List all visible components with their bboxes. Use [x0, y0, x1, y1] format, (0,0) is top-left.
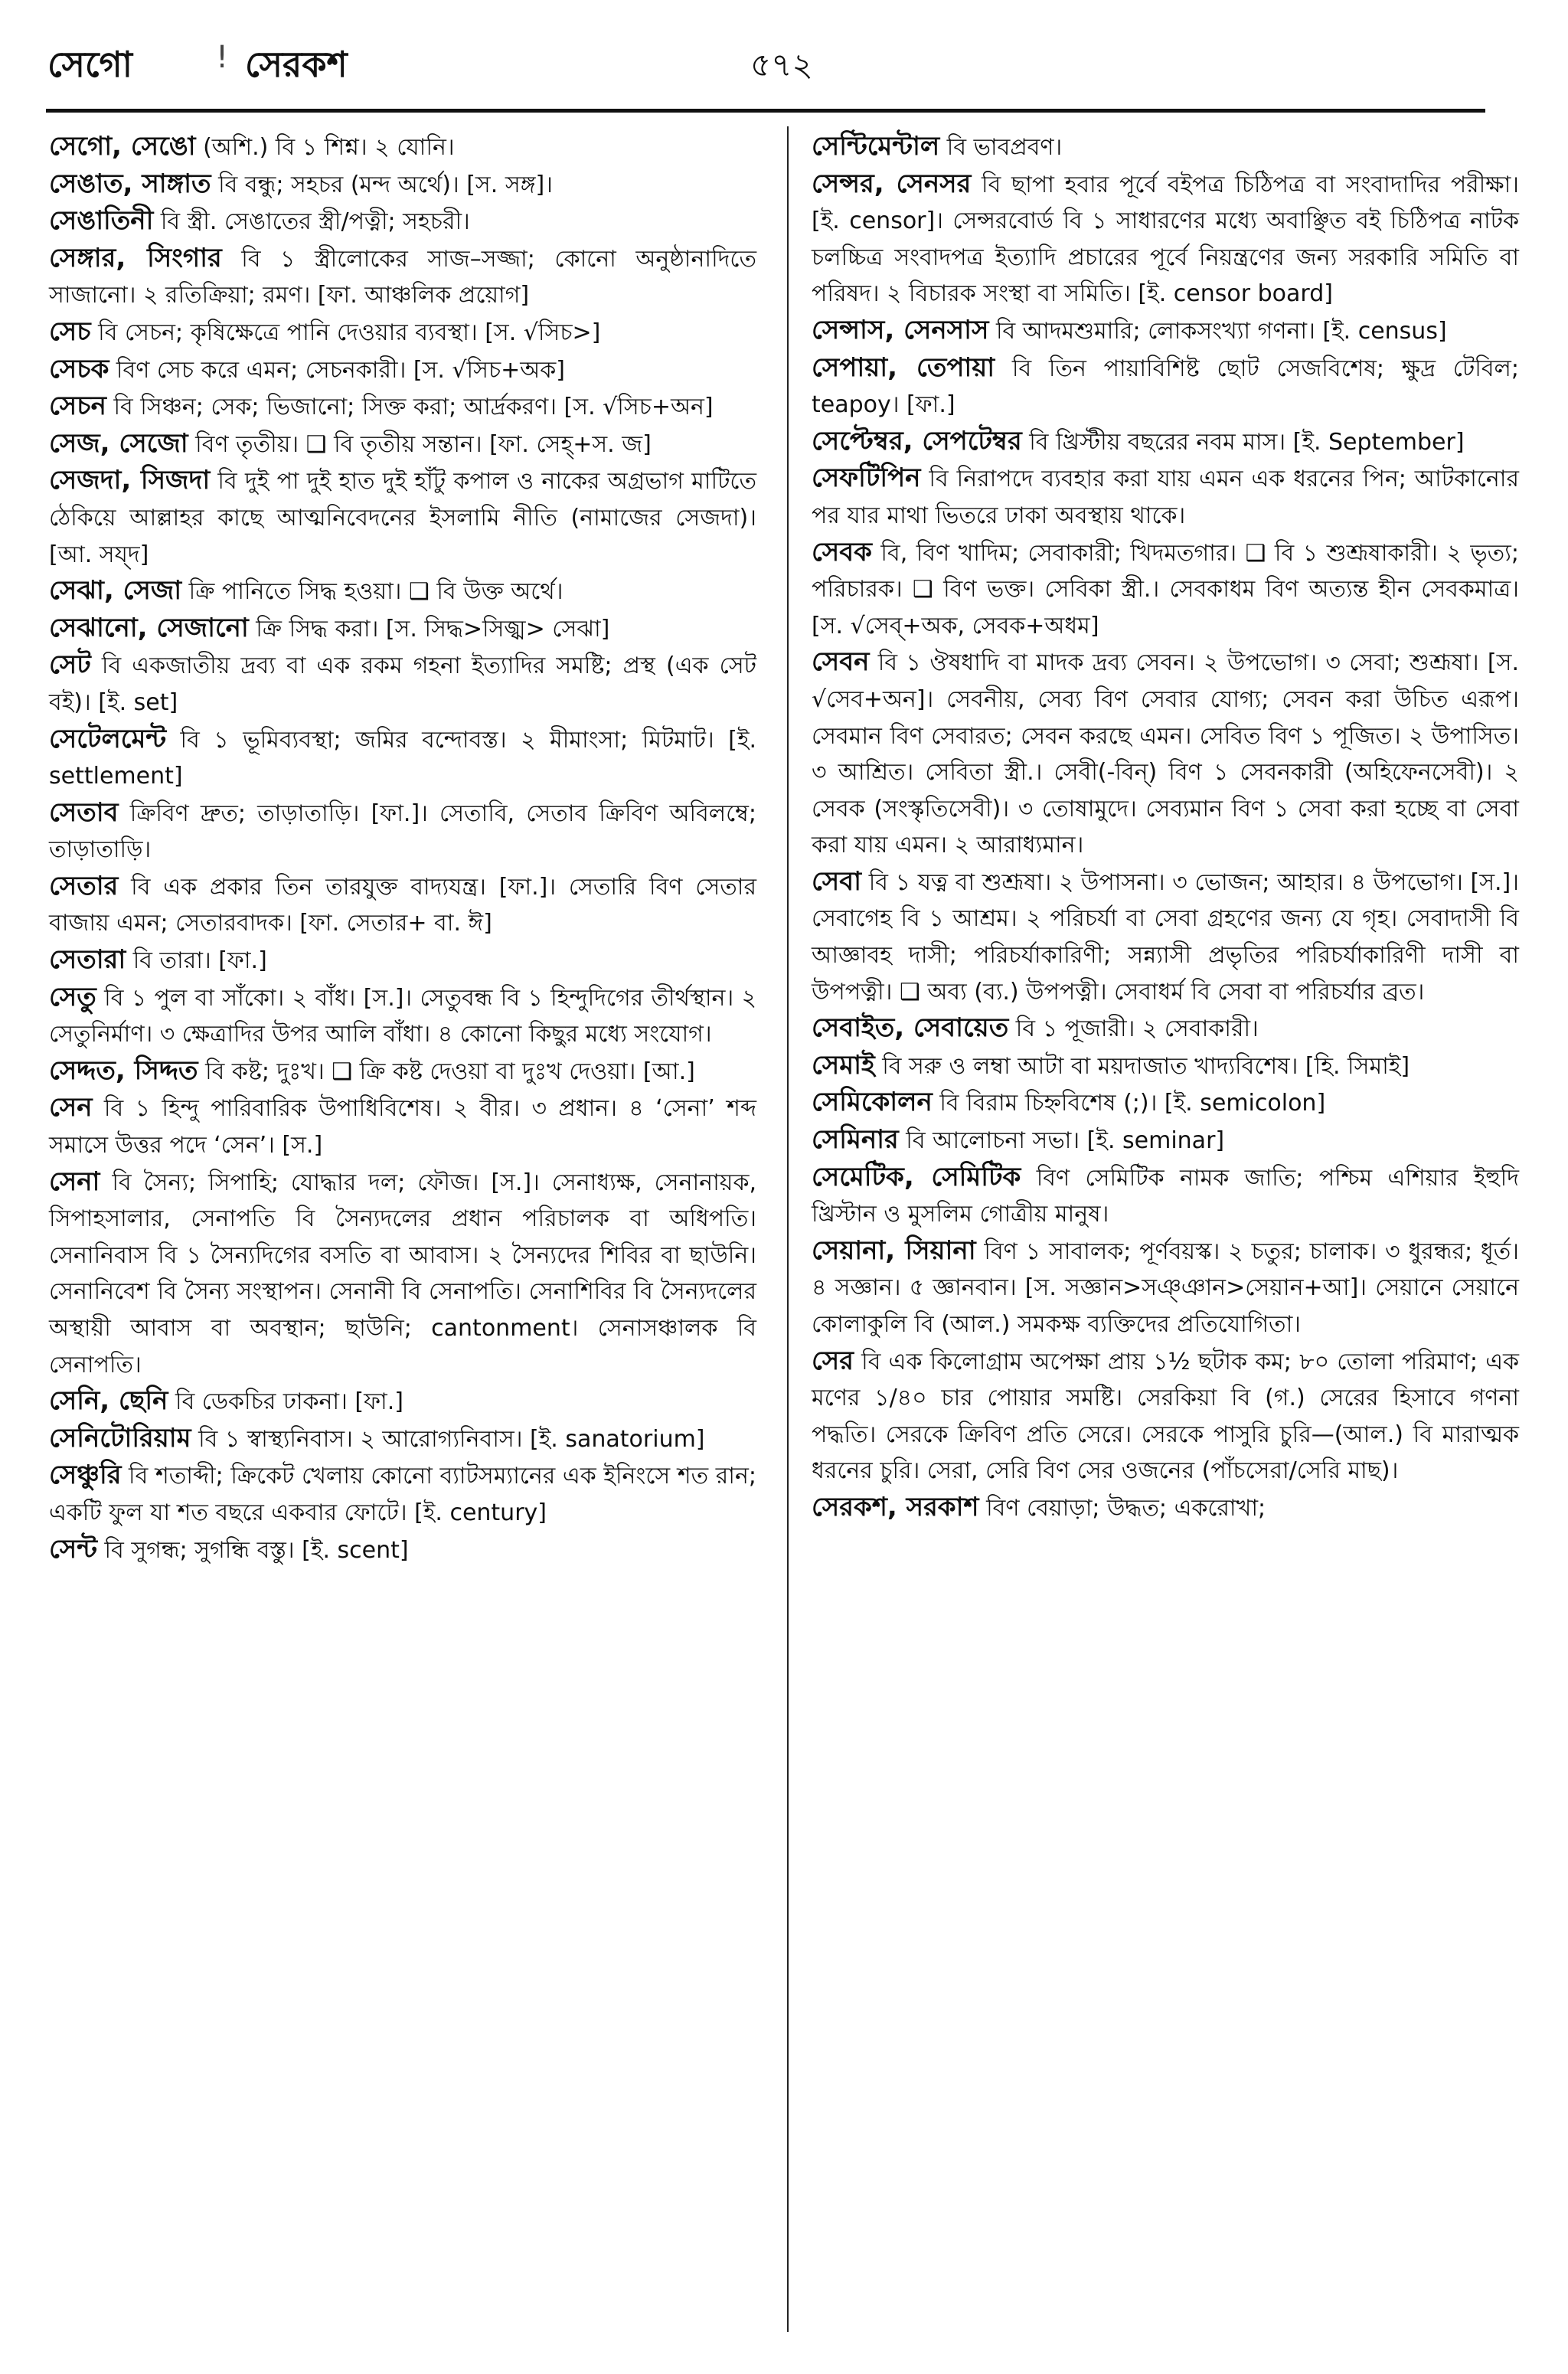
entry-headword: সেজ, সেজো: [49, 427, 188, 459]
entry-definition: বি তারা। [ফা.]: [126, 947, 267, 975]
entry-definition: ক্রিবিণ দ্রুত; তাড়াতাড়ি। [ফা.]। সেতাবি, সেতাব ক্রিবিণ অবিলম্বে; তাড়াতাড়ি।: [49, 800, 756, 864]
dictionary-entry: [812, 1122, 1519, 1159]
entry-headword: সেন্ট: [49, 1533, 98, 1565]
dictionary-entry: [49, 1053, 756, 1091]
guide-separator: !: [216, 40, 229, 75]
entry-headword: সেন্সর, সেনসর: [812, 168, 972, 199]
column-divider: [787, 126, 789, 2332]
entry-definition: বি বন্ধু; সহচর (মন্দ অর্থে)। [স. সঙ্গ]।: [211, 171, 553, 198]
entry-headword: সেতার: [49, 870, 119, 901]
entry-headword: সেঙাতিনী: [49, 205, 154, 237]
dictionary-entry: [812, 1084, 1519, 1122]
entry-headword: সেদ্দত, সিদ্দত: [49, 1055, 198, 1086]
entry-headword: সেঙ্গার, সিংগার: [49, 242, 222, 273]
dictionary-entry: [812, 1489, 1519, 1527]
entry-definition: বি ১ পূজারী। ২ সেবাকারী।: [1008, 1015, 1259, 1043]
dictionary-entry: [49, 352, 756, 389]
entry-definition: বি দুই পা দুই হাত দুই হাঁটু কপাল ও নাকের অগ্রভাগ মাটিতে ঠেকিয়ে আল্লাহর কাছে আত্মনিবেদনের ইসলামি নীতি (নামাজের সেজদা)। [আ. সয্‌দ]: [49, 468, 756, 568]
entry-headword: সেমিকোলন: [812, 1087, 933, 1118]
entry-headword: সেপায়া, তেপায়া: [812, 352, 995, 383]
entry-headword: সেটেলমেন্ট: [49, 723, 167, 754]
entry-headword: সেন্সাস, সেনসাস: [812, 314, 989, 345]
entry-definition: বি ১ স্বাস্থ্যনিবাস। ২ আরোগ্যনিবাস। [ই. sanatorium]: [191, 1425, 705, 1453]
dictionary-entry: [49, 1457, 756, 1531]
entry-definition: বি ভাবপ্রবণ।: [939, 134, 1063, 161]
dictionary-entry: [812, 864, 1519, 1010]
entry-definition: বি খ্রিস্টীয় বছরের নবম মাস। [ই. September]: [1021, 428, 1465, 456]
entry-definition: বি তিন পায়াবিশিষ্ট ছোট সেজবিশেষ; ক্ষুদ্র টেবিল; teapoy। [ফা.]: [812, 355, 1519, 419]
entry-headword: সেচক: [49, 353, 109, 384]
dictionary-entry: [49, 795, 756, 868]
entry-headword: সেজদা, সিজদা: [49, 465, 211, 496]
dictionary-entry: [49, 1090, 756, 1163]
dictionary-entry: [812, 423, 1519, 461]
entry-definition: ক্রি সিদ্ধ করা। [স. সিদ্ধ>সিজ্ঝ> সেঝা]: [248, 615, 610, 643]
dictionary-entry: [49, 868, 756, 942]
entry-definition: বি এক প্রকার তিন তারযুক্ত বাদ্যযন্ত্র। [ফা.]। সেতারি বিণ সেতার বাজায় এমন; সেতারবাদক। [ফা. সেতার+ বা. ঈ]: [49, 873, 756, 937]
entry-definition: বি ১ স্ত্রীলোকের সাজ–সজ্জা; কোনো অনুষ্ঠানাদিতে সাজানো। ২ রতিক্রিয়া; রমণ। [ফা. আঞ্চলিক প্রয়োগ]: [49, 245, 756, 309]
entry-definition: বি স্ত্রী. সেঙাতের স্ত্রী/পত্নী; সহচরী।: [153, 208, 470, 236]
entry-definition: বি সৈন্য; সিপাহি; যোদ্ধার দল; ফৌজ। [স.]। সেনাধ্যক্ষ, সেনানায়ক, সিপাহসালার, সেনাপতি বি সৈন্যদলের প্রধান পরিচালক বা অধিপতি। সেনানিবাস বি ১ সৈন্যদিগের বসতি বা আবাস। ২ সৈন্যদের শিবির বা ছাউনি। সেনানিবেশ বি সৈন্য সংস্থাপন। সেনানী বি সেনাপতি। সেনাশিবির বি সৈন্যদলের অস্থায়ী আবাস বা অবস্থান; ছাউনি; cantonment। সেনাসঞ্চালক বি সেনাপতি।: [49, 1169, 756, 1378]
left-guide-word: সেগো: [47, 44, 133, 85]
dictionary-entry: [812, 460, 1519, 534]
dictionary-entry: [49, 573, 756, 610]
entry-definition: বি, বিণ খাদিম; সেবাকারী; খিদমতগার। ❑ বি ১ শুশ্রূষাকারী। ২ ভৃত্য; পরিচারক। ❑ বিণ ভক্ত। সেবিকা স্ত্রী.। সেবকাধম বিণ অত্যন্ত হীন সেবকমাত্র। [স. √সেব্+অক, সেবক+অধম]: [812, 539, 1519, 639]
entry-headword: সেতাব: [49, 796, 119, 828]
dictionary-entry: [812, 1233, 1519, 1343]
entry-definition: বি আদমশুমারি; লোকসংখ্যা গণনা। [ই. census]: [988, 317, 1447, 345]
entry-definition: বিণ সেচ করে এমন; সেচনকারী। [স. √সিচ+অক]: [109, 356, 565, 384]
dictionary-entry: [49, 166, 756, 204]
entry-headword: সেবা: [812, 865, 862, 897]
dictionary-entry: [49, 426, 756, 463]
dictionary-entry: [49, 1383, 756, 1421]
dictionary-entry: [49, 129, 756, 166]
dictionary-entry: [812, 535, 1519, 645]
entry-headword: সেন: [49, 1092, 93, 1123]
entry-headword: সেতারা: [49, 944, 126, 976]
dictionary-entry: [812, 644, 1519, 864]
entry-headword: সেবক: [812, 536, 872, 567]
left-column: [49, 129, 756, 1568]
entry-headword: সেন্টিমেন্টাল: [812, 131, 940, 162]
entry-headword: সেগো, সেঙো: [49, 131, 196, 162]
entry-definition: বি এক কিলোগ্রাম অপেক্ষা প্রায় ১½ ছটাক কম; ৮০ তোলা পরিমাণ; এক মণের ১/৪০ চার পোয়ার সমষ্টি। সেরকিয়া বি (গ.) সেরের হিসাবে গণনা পদ্ধতি। সেরকে ক্রিবিণ প্রতি সেরে। সেরকে পাসুরি চুরি—(আল.) বি মারাত্মক ধরনের চুরি। সেরা, সেরি বিণ সের ওজনের (পাঁচসেরা/সেরি মাছ)।: [812, 1348, 1519, 1485]
entry-headword: সেপ্টেম্বর, সেপটেম্বর: [812, 425, 1022, 456]
entry-definition: বি ১ হিন্দু পারিবারিক উপাধিবিশেষ। ২ বীর। ৩ প্রধান। ৪ ‘সেনা’ শব্দ সমাসে উত্তর পদে ‘সেন’। [স.]: [49, 1095, 756, 1159]
entry-headword: সেঙাত, সাঙ্গাত: [49, 168, 211, 199]
dictionary-entry: [49, 942, 756, 979]
entry-definition: বি ১ ঔষধাদি বা মাদক দ্রব্য সেবন। ২ উপভোগ। ৩ সেবা; শুশ্রূষা। [স. √সেব+অন]। সেবনীয়, সেব্য বিণ সেবার যোগ্য; সেবন করা উচিত এরূপ। সেবমান বিণ সেবারত; সেবন করছে এমন। সেবিত বিণ ১ পূজিত। ২ উপাসিত। ৩ আশ্রিত। সেবিতা স্ত্রী.। সেবী(-বিন্) বিণ ১ সেবনকারী (অহিফেনসেবী)। ২ সেবক (সংস্কৃতিসেবী)। ৩ তোষামুদে। সেব্যমান বিণ ১ সেবা করা হচ্ছে বা সেবা করা যায় এমন। ২ আরাধ্যমান।: [812, 649, 1519, 859]
entry-definition: বি একজাতীয় দ্রব্য বা এক রকম গহনা ইত্যাদির সমষ্টি; প্রস্থ (এক সেট বই)। [ই. set]: [49, 652, 756, 716]
entry-headword: সেচ: [49, 316, 91, 347]
entry-definition: বি ডেকচির ঢাকনা। [ফা.]: [168, 1388, 403, 1416]
dictionary-entry: [49, 203, 756, 240]
entry-definition: বি ছাপা হবার পূর্বে বইপত্র চিঠিপত্র বা সংবাদাদির পরীক্ষা। [ই. censor]। সেন্সরবোর্ড বি ১ সাধারণের মধ্যে অবাঞ্ছিত বই চিঠিপত্র নাটক চলচ্চিত্র সংবাদপত্র ইত্যাদি প্রচারের পূর্বে নিয়ন্ত্রণের জন্য সরকারি সমিতি বা পরিষদ। ২ বিচারক সংস্থা বা সমিতি। [ই. censor board]: [812, 171, 1519, 308]
dictionary-entry: [812, 1343, 1519, 1489]
entry-headword: সেচন: [49, 391, 106, 422]
dictionary-entry: [812, 1010, 1519, 1048]
entry-headword: সের: [812, 1345, 854, 1376]
dictionary-entry: [812, 129, 1519, 166]
entry-definition: ক্রি পানিতে সিদ্ধ হওয়া। ❑ বি উক্ত অর্থে।: [181, 578, 564, 606]
entry-definition: বি সুগন্ধ; সুগন্ধি বস্তু। [ই. scent]: [97, 1536, 409, 1564]
entry-definition: বি ১ পুল বা সাঁকো। ২ বাঁধ। [স.]। সেতুবন্ধ বি ১ হিন্দুদিগের তীর্থস্থান। ২ সেতুনির্মাণ। ৩ ক্ষেত্রাদির উপর আলি বাঁধা। ৪ কোনো কিছুর মধ্যে সংযোগ।: [49, 984, 756, 1048]
dictionary-entry: [49, 1164, 756, 1384]
dictionary-entry: [49, 721, 756, 795]
entry-headword: সেরকশ, সরকাশ: [812, 1491, 979, 1522]
entry-definition: বি বিরাম চিহ্নবিশেষ (;)। [ই. semicolon]: [932, 1090, 1326, 1117]
entry-headword: সেমিনার: [812, 1124, 899, 1156]
right-column: [812, 129, 1519, 1527]
entry-definition: (অশি.) বি ১ শিশ্ন। ২ যোনি।: [195, 134, 455, 161]
entry-headword: সেনা: [49, 1166, 100, 1197]
page-header: [0, 31, 1568, 100]
dictionary-entry: [49, 314, 756, 352]
entry-headword: সেনিটোরিয়াম: [49, 1422, 191, 1454]
entry-definition: বিণ সেমিটিক নামক জাতি; পশ্চিম এশিয়ার ইহুদি খ্রিস্টান ও মুসলিম গোত্রীয় মানুষ।: [812, 1164, 1519, 1228]
entry-headword: সেবাইত, সেবায়েত: [812, 1012, 1009, 1044]
entry-definition: বিণ ১ সাবালক; পূর্ণবয়স্ক। ২ চতুর; চালাক। ৩ ধুরন্ধর; ধূর্ত। ৪ সজ্ঞান। ৫ জ্ঞানবান। [স. সজ্ঞান>সঞ্‌ঞান>সেয়ান+আ]। সেয়ানে সেয়ানে কোলাকুলি বি (আল.) সমকক্ষ ব্যক্তিদের প্রতিযোগিতা।: [812, 1238, 1520, 1338]
header-rule: [46, 109, 1485, 113]
entry-definition: বি ১ ভূমিব্যবস্থা; জমির বন্দোবস্ত। ২ মীমাংসা; মিটমাট। [ই. settlement]: [49, 726, 756, 790]
entry-headword: সেট: [49, 649, 91, 681]
entry-definition: বি সরু ও লম্বা আটা বা ময়দাজাত খাদ্যবিশেষ। [হি. সিমাই]: [874, 1052, 1410, 1080]
entry-headword: সেয়ানা, সিয়ানা: [812, 1234, 976, 1266]
dictionary-entry: [49, 979, 756, 1053]
dictionary-entry: [49, 240, 756, 314]
entry-definition: বিণ তৃতীয়। ❑ বি তৃতীয় সন্তান। [ফা. সেহ্+স. জ]: [188, 430, 652, 458]
dictionary-entry: [812, 350, 1519, 423]
entry-headword: সেতু: [49, 981, 96, 1012]
entry-definition: বি সেচন; কৃষিক্ষেত্রে পানি দেওয়ার ব্যবস্থা। [স. √সিচ>]: [90, 319, 601, 346]
entry-headword: সেঝানো, সেজানো: [49, 612, 249, 643]
entry-headword: সেনি, ছেনি: [49, 1385, 168, 1417]
page-number: ৫৭২: [750, 46, 813, 83]
dictionary-entry: [812, 312, 1519, 350]
dictionary-entry: [49, 1421, 756, 1458]
dictionary-entry: [49, 647, 756, 721]
entry-definition: বি শতাব্দী; ক্রিকেট খেলায় কোনো ব্যাটসম্যানের এক ইনিংসে শত রান; একটি ফুল যা শত বছরে একবার ফোটে। [ই. century]: [49, 1463, 756, 1526]
dictionary-entry: [49, 610, 756, 648]
entry-headword: সেঝা, সেজা: [49, 575, 182, 607]
entry-definition: বি ১ যত্ন বা শুশ্রূষা। ২ উপাসনা। ৩ ভোজন; আহার। ৪ উপভোগ। [স.]। সেবাগেহ বি ১ আশ্রম। ২ পরিচর্যা বা সেবা গ্রহণের জন্য যে গৃহ। সেবাদাসী বি আজ্ঞাবহ দাসী; পরিচর্যাকারিণী; সন্ন্যাসী প্রভৃতির পরিচর্যাকারিণী দাসী বা উপপত্নী। ❑ অব্য (ব্য.) উপপত্নী। সেবাধর্ম বি সেবা বা পরিচর্যার ব্রত।: [812, 868, 1519, 1006]
right-guide-word: সেরকশ: [245, 44, 348, 85]
dictionary-entry: [812, 1159, 1519, 1233]
entry-headword: সেঞ্চুরি: [49, 1460, 122, 1491]
dictionary-entry: [49, 388, 756, 426]
entry-headword: সেমেটিক, সেমিটিক: [812, 1161, 1021, 1192]
entry-definition: বিণ বেয়াড়া; উদ্ধত; একরোখা;: [978, 1494, 1266, 1522]
dictionary-entry: [49, 1532, 756, 1569]
entry-headword: সেবন: [812, 646, 870, 678]
entry-definition: বি কষ্ট; দুঃখ। ❑ ক্রি কষ্ট দেওয়া বা দুঃখ দেওয়া। [আ.]: [198, 1058, 695, 1085]
dictionary-entry: [812, 166, 1519, 312]
entry-definition: বি আলোচনা সভা। [ই. seminar]: [898, 1127, 1225, 1155]
entry-headword: সেমাই: [812, 1049, 875, 1081]
dictionary-entry: [812, 1048, 1519, 1085]
dictionary-entry: [49, 463, 756, 573]
entry-definition: বি নিরাপদে ব্যবহার করা যায় এমন এক ধরনের পিন; আটকানোর পর যার মাথা ভিতরে ঢাকা অবস্থায় থাকে।: [812, 466, 1519, 529]
entry-definition: বি সিঞ্চন; সেক; ভিজানো; সিক্ত করা; আর্দ্রকরণ। [স. √সিচ+অন]: [106, 394, 714, 421]
entry-headword: সেফটিপিন: [812, 463, 921, 494]
